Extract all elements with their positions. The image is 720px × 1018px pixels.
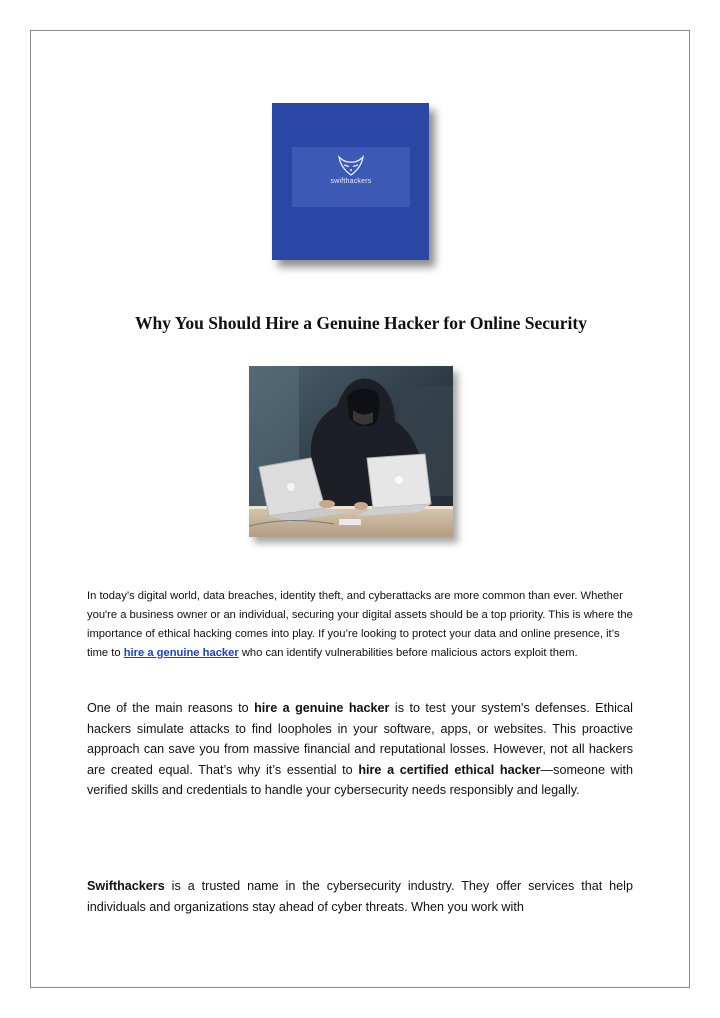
- swifthackers-paragraph: [87, 876, 633, 917]
- logo-brand-text: swifthackers: [330, 178, 372, 185]
- swifthackers-logo: [272, 103, 429, 260]
- logo-band: [292, 147, 410, 207]
- reasons-text-3: —someone with verified skills and credentials to handle your cybersecurity needs responsibly and legally.: [87, 762, 633, 798]
- intro-paragraph: [87, 587, 633, 663]
- hacker-photo: [249, 366, 453, 537]
- swifthackers-bold: Swifthackers: [87, 879, 165, 893]
- hacker-photo-illustration: [249, 366, 453, 537]
- reasons-bold-1: hire a genuine hacker: [254, 701, 390, 715]
- reasons-text-1: One of the main reasons to: [87, 701, 255, 715]
- hacker-mask-icon: [336, 154, 366, 178]
- document-title: Why You Should Hire a Genuine Hacker for Online Security: [135, 313, 587, 333]
- reasons-text-2: is to test your system's defenses. Ethical hackers simulate attacks to find loopholes in your software, apps, or websites. This proactive approach can save you from massive financial and reputational losses. However, not all hackers are created equal. That’s why it’s essential to: [87, 701, 633, 777]
- reasons-bold-2: hire a certified ethical hacker: [358, 762, 541, 777]
- document-page: [30, 30, 690, 988]
- swifthackers-text: is a trusted name in the cybersecurity industry. They offer services that help individuals and organizations stay ahead of cyber threats. When you work with: [87, 879, 633, 914]
- reasons-paragraph: [87, 698, 633, 801]
- hire-genuine-hacker-link[interactable]: hire a genuine hacker: [123, 647, 239, 659]
- intro-text-before-link: In today’s digital world, data breaches, identity theft, and cyberattacks are more common than ever. Whether you're a business owner or an individual, securing your digital assets should be a top priority. This is where the importance of ethical hacking comes into play. If you’re looking to protect your data and online presence, it’s time to: [87, 590, 633, 659]
- intro-text-after-link: who can identify vulnerabilities before malicious actors exploit them.: [238, 647, 578, 659]
